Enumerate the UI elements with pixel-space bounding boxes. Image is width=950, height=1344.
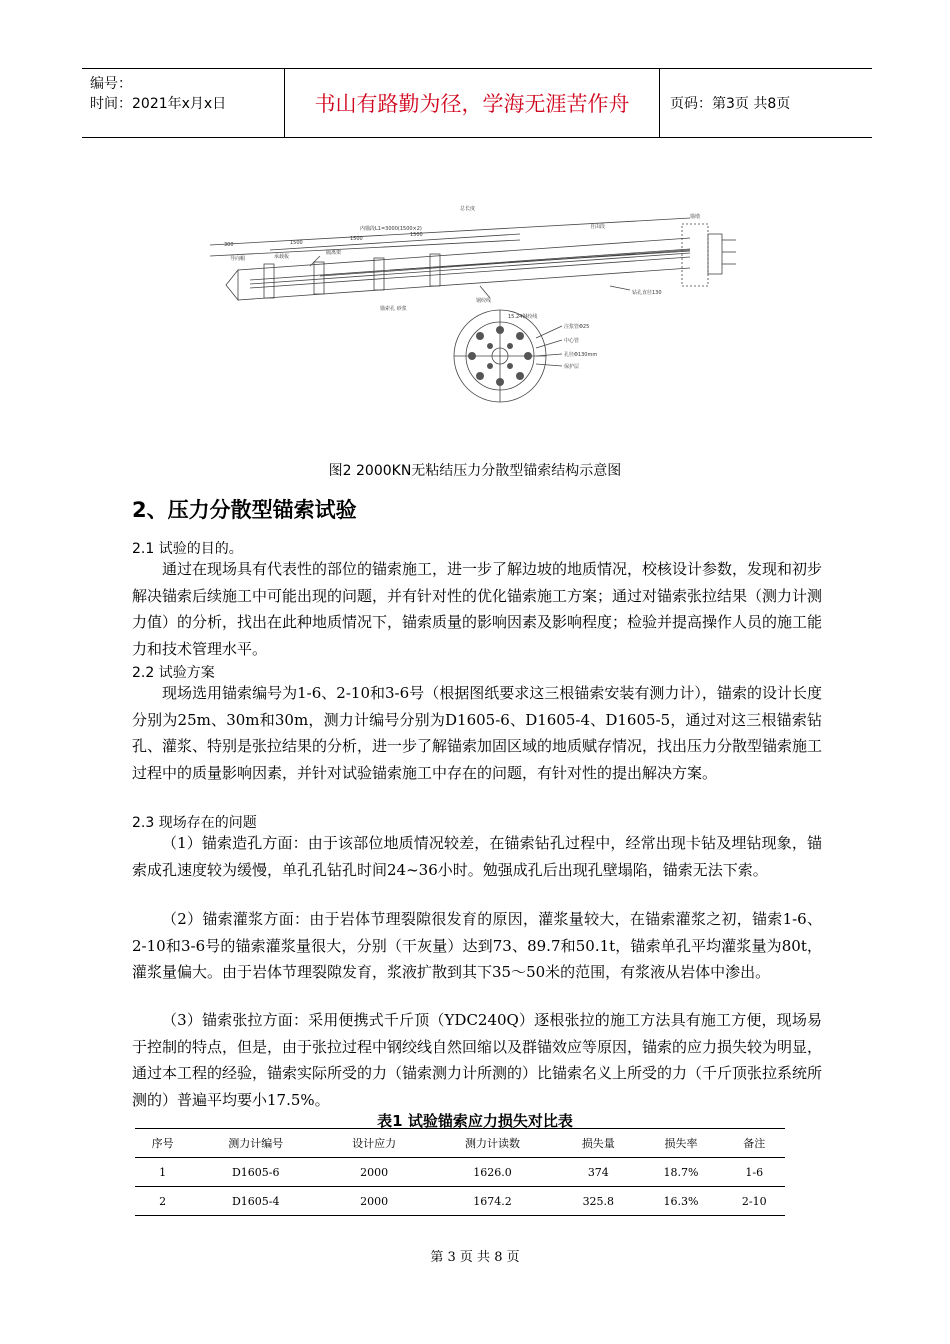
fig-hole-diameter: 孔径Φ130mm [564,352,598,358]
table-cell: 2000 [360,1194,389,1208]
table-header-row [135,1129,785,1158]
section-title: 2、压力分散型锚索试验 [132,498,357,522]
col-header: 测力计编号 [228,1137,284,1150]
table-cell: 1626.0 [473,1165,512,1179]
table-cell: 18.7% [663,1165,699,1179]
fig-spacer: 隔离架 [326,250,342,256]
fig-steel-strand: 钢绞线 [476,298,492,304]
col-header: 设计应力 [352,1137,397,1150]
s23-p2: （2）锚索灌浆方面：由于岩体节理裂隙很发育的原因，灌浆量较大，在锚索灌浆之初，锚索1-6、2-10和3-6号的锚索灌浆量很大，分别（干灰量）达到73、89.7和50.1t，锚索单孔平均灌浆量为80t，灌浆量偏大。由于岩体节理裂隙发育，浆液扩散到其下35～50米的范围，有浆液从岩体中渗出。 [132,910,822,981]
col-header: 备注 [743,1137,766,1150]
col-header: 序号 [151,1137,174,1150]
s23-p3: （3）锚索张拉方面：采用便携式千斤顶（YDC240Q）逐根张拉的施工方法具有施工方便，现场易于控制的特点，但是，由于张拉过程中钢绞线自然回缩以及群锚效应等原因，锚索的应力损失较为明显，通过本工程的经验，锚索实际所受的力（锚索测力计所测的）比锚索名义上所受的力（千斤顶张拉系统所测的）普遍平均要小17.5%。 [132,1011,823,1109]
table-cell: 2000 [360,1165,389,1179]
fig-dim-1500-b: 1500 [350,236,363,242]
fig-grout-pipe: 注浆管Φ25 [564,324,590,330]
table-cell: 1674.2 [473,1194,512,1208]
fig-guide-cap: 导向帽 [230,256,246,262]
s21-body: 通过在现场具有代表性的部位的锚索施工，进一步了解边坡的地质情况，校核设计参数，发现和初步解决锚索后续施工中可能出现的问题，并有针对性的优化锚索施工方案；通过对锚索张拉结果（测力计测力值）的分析，找出在此种地质情况下，锚索质量的影响因素及影响程度；检验并提高操作人员的施工能力和技术管理水平。 [132,560,823,658]
figure-caption: 图2 2000KN无粘结压力分散型锚索结构示意图 [328,463,622,479]
col-header: 损失量 [581,1137,615,1150]
table-row [135,1187,785,1216]
table-cell: 1 [159,1165,167,1179]
stress-loss-table [135,1128,785,1216]
table-cell: 2-10 [741,1194,767,1208]
header-motto: 书山有路勤为径，学海无涯苦作舟 [285,69,660,137]
table-cell: 2 [159,1194,167,1208]
page-footer: 第 3 页 共 8 页 [430,1250,520,1265]
header-meta [82,69,285,137]
fig-total-length: 总长度 [460,206,476,212]
fig-borehole: 钻孔直径130 [632,290,662,296]
s23-title: 2.3 现场存在的问题 [132,815,257,831]
fig-inner-anchor: 内锚段L1=3000(1500×2) [360,226,422,232]
s21-title: 2.1 试验的目的。 [132,541,243,557]
table-title: 表1 试验锚索应力损失对比表 [377,1112,573,1130]
table-cell: D1605-6 [231,1165,280,1179]
fig-dim-1500-a: 1500 [290,240,303,246]
table-cell: 325.8 [582,1194,615,1208]
fig-dim-300: 300 [224,242,234,248]
fig-dim-1500-c: 1500 [410,232,423,238]
table-cell: 374 [587,1165,609,1179]
col-header: 损失率 [664,1137,698,1150]
fig-bearing-plate: 承载板 [274,254,290,260]
anchor-structure-diagram [190,188,770,448]
page-header [82,68,872,138]
s23-p1: （1）锚索造孔方面：由于该部位地质情况较差，在锚索钻孔过程中，经常出现卡钻及埋钻现象，锚索成孔速度较为缓慢，单孔孔钻孔时间24~36小时。勉强成孔后出现孔壁塌陷，锚索无法下索。 [132,834,822,879]
header-page-info: 页码：第3页 共8页 [670,96,791,112]
table-cell: D1605-4 [231,1194,280,1208]
time-label: 时间：2021年x月x日 [90,96,227,112]
fig-protect-layer: 保护层 [564,364,580,370]
number-label: 编号： [90,76,132,92]
fig-free-section: 自由段 [590,224,606,230]
s22-body: 现场选用锚索编号为1-6、2-10和3-6号（根据图纸要求这三根锚索安装有测力计），锚索的设计长度分别为25m、30m和30m，测力计编号分别为D1605-6、D1605-4、D1605-5，通过对这三根锚索钻孔、灌浆、特别是张拉结果的分析，进一步了解锚索加固区域的地质赋存情况，找出压力分散型锚索施工过程中的质量影响因素，并针对试验锚索施工中存在的问题，有针对性的提出解决方案。 [132,684,823,782]
table-row [135,1158,785,1187]
fig-strand-spec: 15.24钢绞线 [508,314,538,320]
s22-title: 2.2 试验方案 [132,665,215,681]
fig-anchor-head: 锚墩 [690,214,701,220]
fig-center-pipe: 中心管 [564,338,580,344]
col-header: 测力计读数 [465,1137,521,1150]
table-cell: 16.3% [663,1194,699,1208]
table-cell: 1-6 [745,1165,764,1179]
fig-grout: 锚索孔 砂浆 [380,306,407,312]
